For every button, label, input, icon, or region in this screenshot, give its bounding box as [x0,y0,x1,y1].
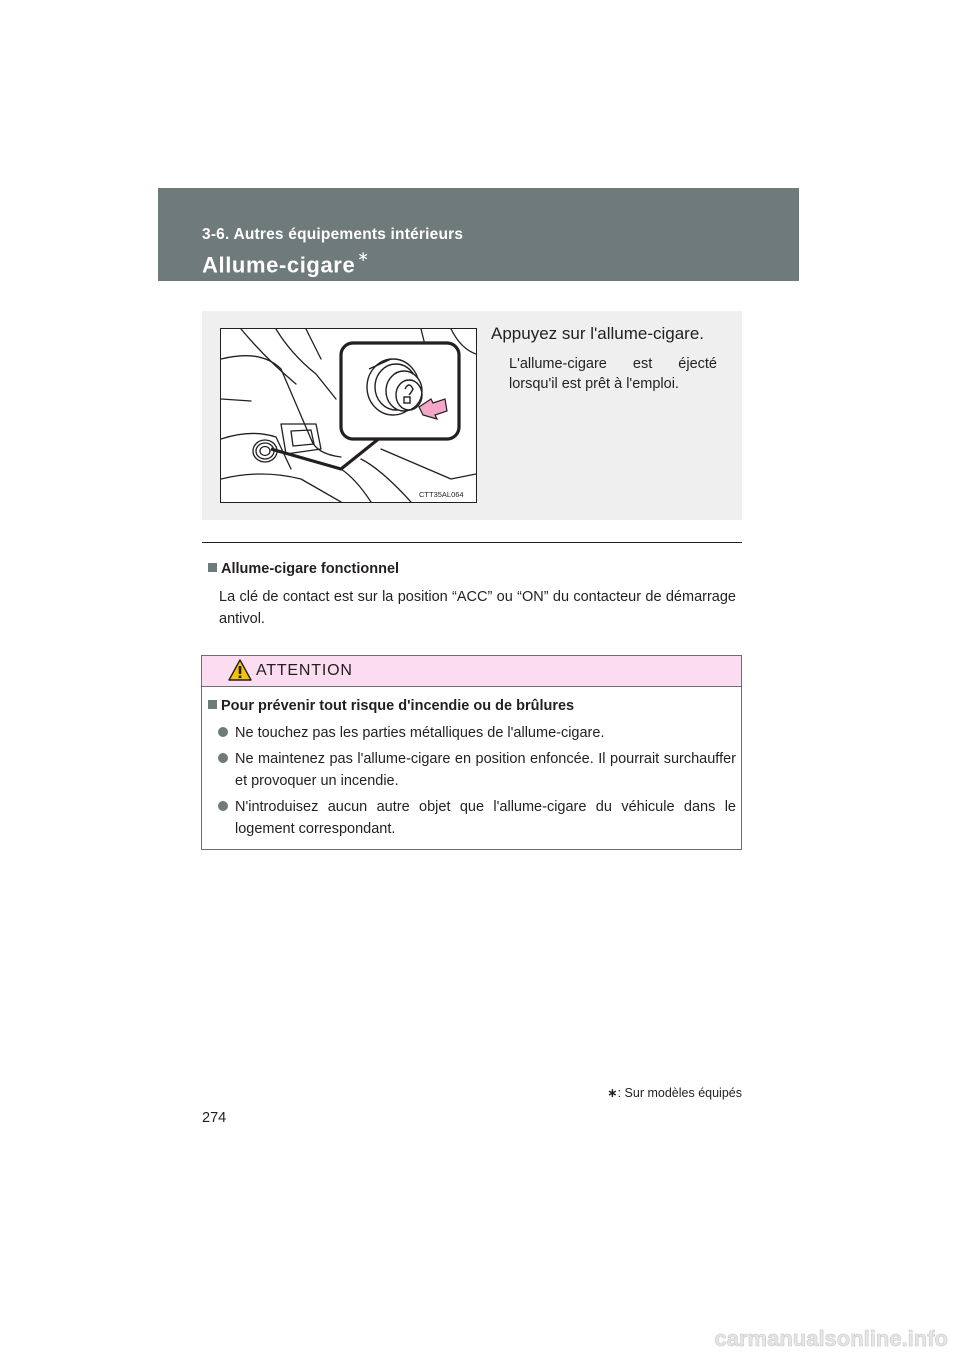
info-text: La clé de contact est sur la position “ACC” ou “ON” du contacteur de démarrage antivol. [219,589,736,627]
warning-item [218,748,736,792]
page-title-text: Allume-cigare [202,252,356,278]
step-note: L'allume-cigare est éjecté lorsqu'il est prêt à l'emploi. [509,356,717,392]
warning-heading [208,698,574,714]
section-divider [202,542,742,543]
lighter-drawing [221,329,476,502]
bullet-dot-icon [218,727,228,737]
cigarette-lighter-illustration [220,328,477,503]
warning-heading-text: Pour prévenir tout risque d'incendie ou de brûlures [221,698,575,714]
warning-item-text: Ne touchez pas les parties métalliques de l'allume-cigare. [235,725,605,741]
bullet-dot-icon [218,801,228,811]
section-label: 3-6. Autres équipements intérieurs [202,226,464,243]
info-heading [208,561,399,577]
warning-title: ATTENTION [256,662,353,679]
square-bullet-icon [208,700,217,709]
watermark [0,1318,960,1358]
warning-item [218,722,736,744]
page-title [202,248,370,278]
step-instruction: Appuyez sur l'allume-cigare. [491,324,705,343]
footnote-text: : Sur modèles équipés [617,1086,742,1100]
warning-item [218,796,736,840]
warning-item-text: Ne maintenez pas l'allume-cigare en position enfoncée. Il pourrait surchauffer et provoquer un incendie. [235,751,736,789]
image-code: CTT35AL064 [419,490,464,499]
footnote-asterisk: ∗ [607,1086,618,1100]
square-bullet-icon [208,563,217,572]
watermark-text: carmanualsonline.info [714,1326,948,1351]
title-asterisk: ∗ [357,248,370,264]
bullet-dot-icon [218,753,228,763]
info-heading-text: Allume-cigare fonctionnel [221,561,400,577]
warning-item-text: N'introduisez aucun autre objet que l'allume-cigare du véhicule dans le logement correspondant. [235,799,736,837]
footnote [607,1085,742,1100]
warning-triangle-icon [228,658,252,682]
page-number: 274 [202,1110,227,1126]
